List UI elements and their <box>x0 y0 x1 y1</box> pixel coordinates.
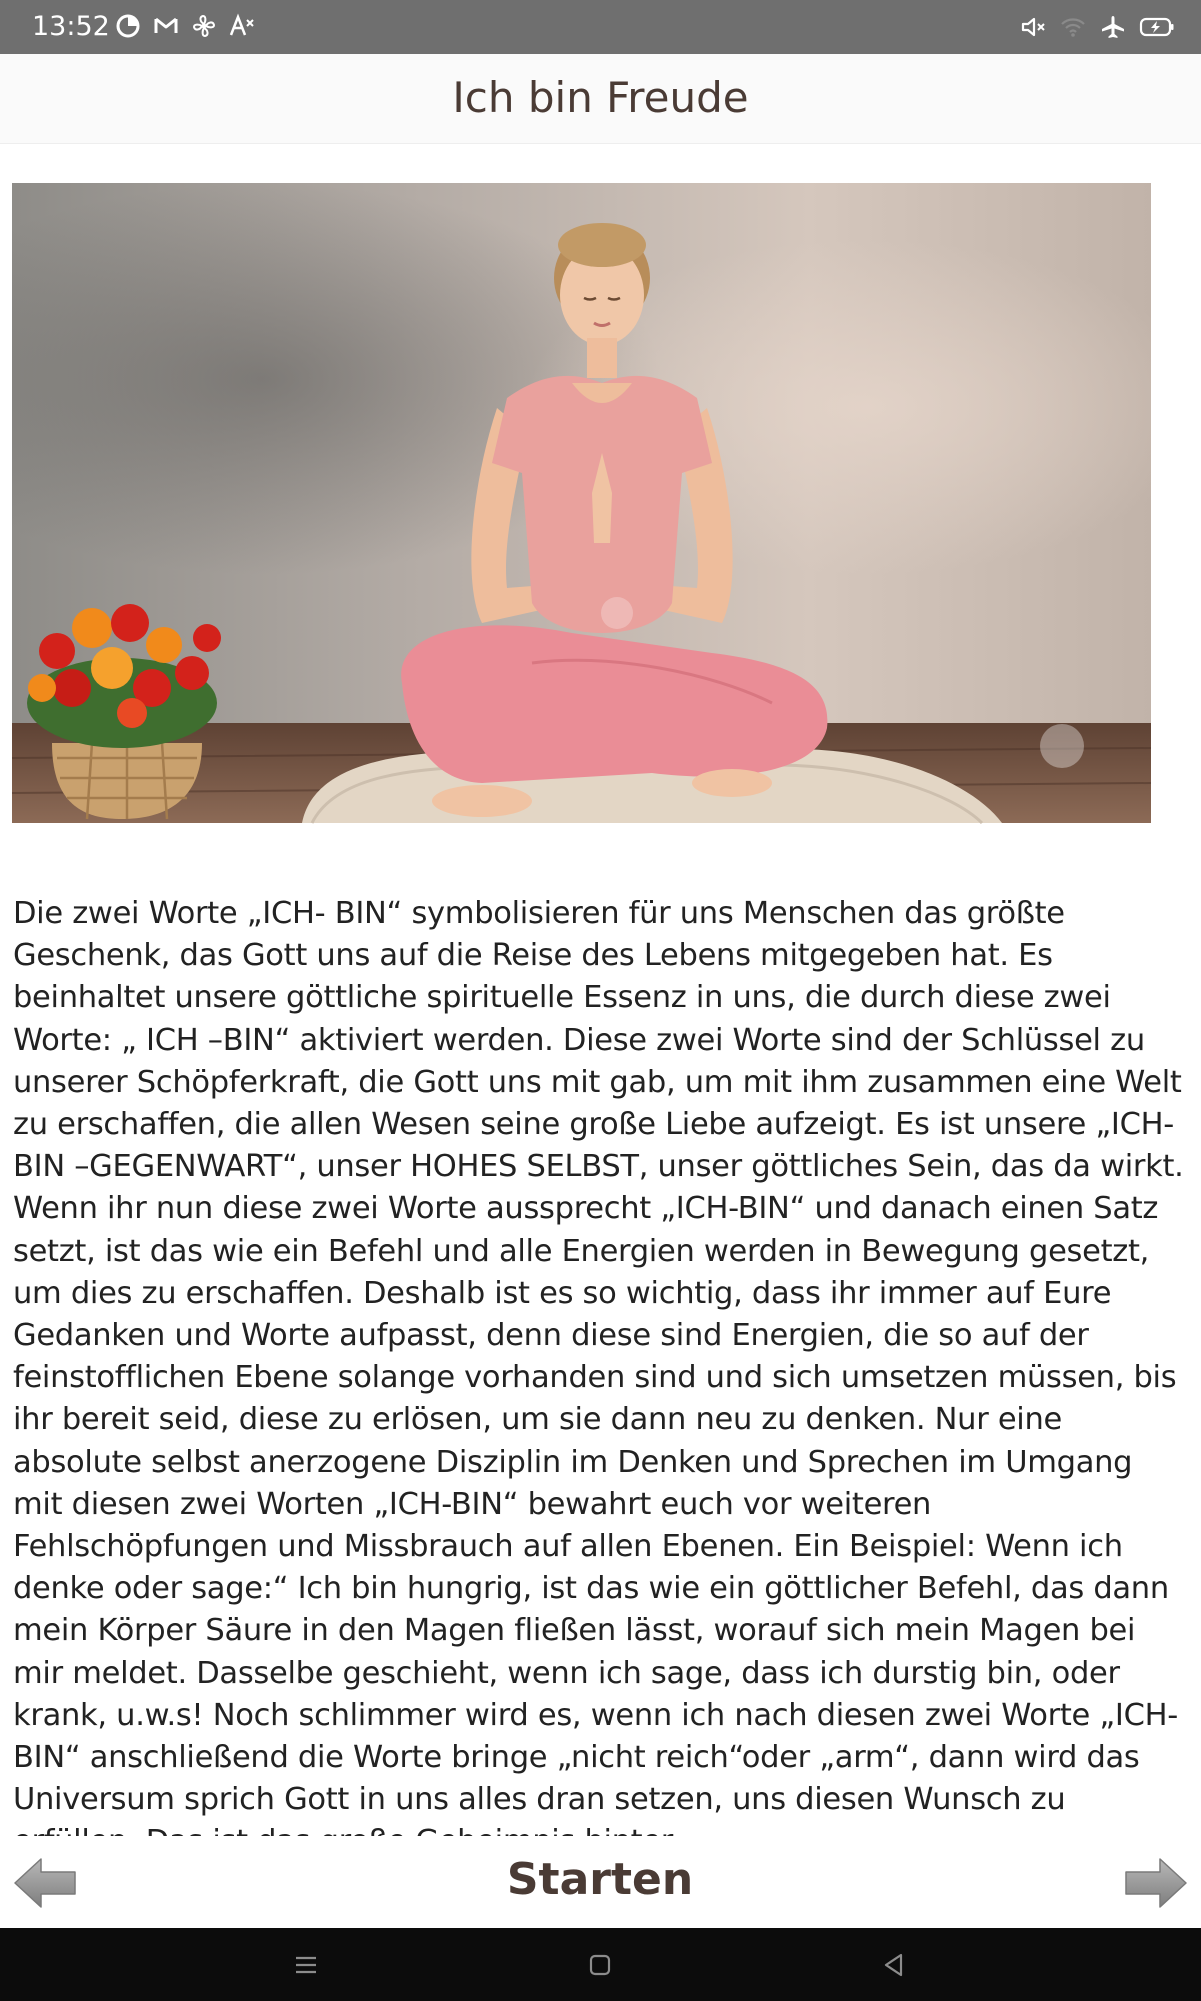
page-title: Ich bin Freude <box>452 73 749 122</box>
status-bar <box>0 0 1201 54</box>
woman-meditating-photo <box>12 183 1151 823</box>
status-icons-left <box>114 12 256 40</box>
fan-icon <box>190 12 218 40</box>
bottom-navigation <box>0 1836 1201 1928</box>
article-content[interactable] <box>13 893 1189 1835</box>
menu-icon[interactable] <box>289 1948 323 1982</box>
previous-button[interactable] <box>13 1856 77 1910</box>
arrow-left-icon <box>13 1856 77 1910</box>
start-button[interactable]: Starten <box>506 1854 694 1905</box>
battery-charging-icon <box>1139 13 1175 41</box>
back-icon[interactable] <box>877 1948 911 1982</box>
status-icons-right <box>1019 13 1175 41</box>
gmail-icon <box>152 12 180 40</box>
arrow-right-icon <box>1124 1856 1188 1910</box>
status-time: 13:52 <box>32 11 110 42</box>
next-button[interactable] <box>1124 1856 1188 1910</box>
article-text: Die zwei Worte „ICH- BIN“ symbolisieren für uns Menschen das größte Geschenk, das Gott uns auf die Reise des Lebens mitgegeben hat. Es beinhaltet unsere göttliche spirituelle Essenz in uns, die durch diese zwei Worte: „ ICH –BIN“ aktiviert werden. Diese zwei Worte sind der Schlüssel zu unserer Schöpferkraft, die Gott uns mit gab, um mit ihm zusammen eine Welt zu erschaffen, die allen Wesen seine große Liebe aufzeigt. Es ist unsere „ICH-BIN –GEGENWART“, unser HOHES SELBST, unser göttliches Sein, das da wirkt. Wenn ihr nun diese zwei Worte aussprecht „ICH-BIN“ und danach einen Satz setzt, ist das wie ein Befehl und alle Energien werden in Bewegung gesetzt, um dies zu erschaffen. Deshalb ist es so wichtig, dass ihr immer auf Eure Gedanken und Worte aufpasst, denn diese sind Energien, die so auf der feinstofflichen Ebene solange vorhanden sind und sich umsetzen müssen, bis ihr bereit seid, diese zu erlösen, um sie dann neu zu denken. Nur eine absolute selbst anerzogene Disziplin im Denken und Sprechen im Umgang mit diesen zwei Worten „ICH-BIN“ bewahrt euch vor weiteren Fehlschöpfungen und Missbrauch auf allen Ebenen. Ein Beispiel: Wenn ich denke oder sage:“ Ich bin hungrig, ist das wie ein göttlicher Befehl, das dann mein Körper Säure in den Magen fließen lässt, worauf sich mein Magen bei mir meldet. Dasselbe geschieht, wenn ich sage, dass ich durstig bin, oder krank, u.w.s! Noch schlimmer wird es, wenn ich nach diesen zwei Worte „ICH- BIN“ anschließend die Worte bringe „nicht reich“oder „arm“, dann wird das Universum sprich Gott in uns alles dran setzen, uns diesen Wunsch zu <box>13 896 1184 1818</box>
title-bar <box>0 54 1201 144</box>
hero-image <box>12 183 1151 823</box>
font-size-icon <box>228 12 256 40</box>
home-icon[interactable] <box>583 1948 617 1982</box>
wifi-icon <box>1059 13 1087 41</box>
airplane-icon <box>1099 13 1127 41</box>
system-navigation-bar <box>0 1928 1201 2001</box>
mute-icon <box>1019 13 1047 41</box>
data-saver-icon <box>114 12 142 40</box>
